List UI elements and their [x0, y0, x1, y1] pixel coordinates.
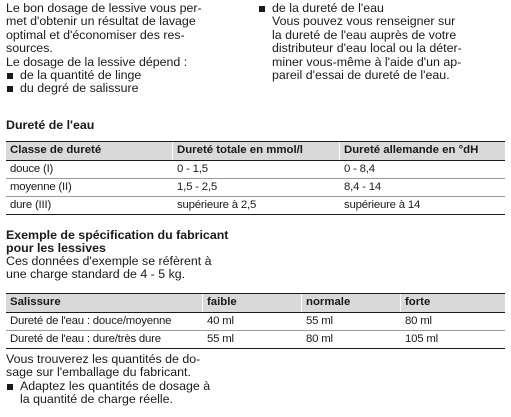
tip-line: Adaptez les quantités de dosage à — [20, 378, 211, 393]
table-cell: supérieure à 2,5 — [173, 197, 340, 215]
manufacturer-spec-note — [6, 255, 266, 282]
column-header: faible — [203, 294, 302, 313]
list-item-label: de la dureté de l'eau — [272, 1, 384, 15]
column-header: Dureté totale en mmol/l — [173, 142, 340, 161]
heading-line: Exemple de spécification du fabricant — [6, 228, 229, 242]
advice-line: Vous pouvez vous renseigner sur — [272, 14, 456, 29]
column-header: Salissure — [6, 294, 203, 313]
list-item — [258, 2, 508, 82]
table-header-row — [6, 294, 505, 313]
tip-line: la quantité de charge réelle. — [20, 392, 173, 407]
dosage-factors-list — [6, 69, 251, 96]
table-cell: 80 ml — [401, 313, 506, 331]
table-cell: 0 - 1,5 — [173, 161, 340, 179]
column-header: forte — [401, 294, 506, 313]
manufacturer-spec-intro — [6, 229, 266, 282]
table-cell: 55 ml — [203, 331, 302, 349]
intro-line: Le bon dosage de lessive vous per- — [6, 1, 202, 15]
table-cell: 1,5 - 2,5 — [173, 179, 340, 197]
table-cell: 55 ml — [302, 313, 401, 331]
closing-line: Vous trouverez les quantités de do- — [6, 352, 201, 366]
note-line: Ces données d'exemple se réfèrent à — [6, 254, 212, 268]
advice-line: pareil d'essai de dureté de l'eau. — [272, 68, 450, 83]
column-header: Classe de dureté — [6, 142, 173, 161]
advice-line: la dureté de l'eau auprès de votre — [272, 27, 457, 42]
water-hardness-heading: Dureté de l'eau — [6, 118, 95, 132]
table-row — [6, 331, 505, 349]
table-cell: Dureté de l'eau : douce/moyenne — [6, 313, 203, 331]
list-item — [6, 380, 266, 407]
table-cell: 40 ml — [203, 313, 302, 331]
manufacturer-spec-heading — [6, 229, 266, 255]
dosage-factors-list-continued — [258, 2, 508, 82]
intro-right-column — [258, 2, 508, 82]
table-row — [6, 161, 505, 179]
table-cell: 105 ml — [401, 331, 506, 349]
detergent-dosage-table — [6, 293, 505, 349]
intro-line: optimal et d'économiser des res- — [6, 27, 185, 42]
table-cell: supérieure à 14 — [340, 197, 506, 215]
intro-left-column — [6, 2, 251, 96]
closing-block — [6, 353, 266, 407]
table-cell: Dureté de l'eau : dure/très dure — [6, 331, 203, 349]
closing-tip-list — [6, 380, 266, 407]
closing-text — [6, 353, 266, 380]
table-cell: 0 - 8,4 — [340, 161, 506, 179]
table-cell: 8,4 - 14 — [340, 179, 506, 197]
intro-paragraph — [6, 2, 251, 56]
list-item: de la quantité de linge — [6, 69, 251, 82]
table-row — [6, 179, 505, 197]
table-row — [6, 313, 505, 331]
advice-line: miner vous-même à l'aide d'un ap- — [272, 54, 462, 69]
closing-line: sage sur l'emballage du fabricant. — [6, 365, 191, 380]
dosage-intro: Le dosage de la lessive dépend : — [6, 54, 188, 69]
table-row — [6, 197, 505, 215]
column-header: Dureté allemande en °dH — [340, 142, 506, 161]
intro-line: met d'obtenir un résultat de lavage — [6, 14, 196, 29]
table-header-row — [6, 142, 505, 161]
table-cell: dure (III) — [6, 197, 173, 215]
table-cell: douce (I) — [6, 161, 173, 179]
note-line: une charge standard de 4 - 5 kg. — [6, 267, 186, 282]
column-header: normale — [302, 294, 401, 313]
intro-line: sources. — [6, 41, 53, 56]
table-cell: 80 ml — [302, 331, 401, 349]
heading-line: pour les lessives — [6, 241, 106, 255]
water-hardness-table — [6, 141, 505, 215]
advice-line: distributeur d'eau local ou la déter- — [272, 41, 462, 56]
list-item: du degré de salissure — [6, 82, 251, 95]
table-cell: moyenne (II) — [6, 179, 173, 197]
